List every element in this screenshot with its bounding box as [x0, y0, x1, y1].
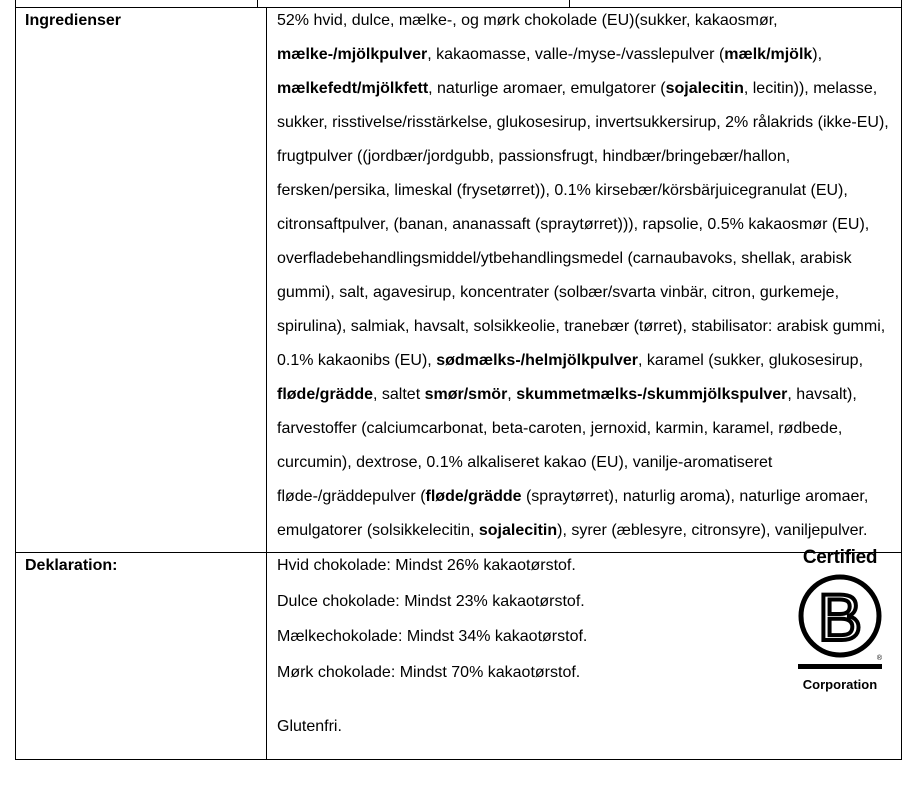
declaration-row: [16, 553, 902, 760]
ingredients-label: Ingredienser: [16, 8, 267, 553]
ingredients-row: [16, 8, 902, 553]
ingredient-text: ,: [507, 386, 517, 403]
allergen-text: sojalecitin: [665, 80, 744, 97]
logo-letter: B: [817, 580, 863, 654]
declaration-label: Deklaration:: [16, 553, 267, 760]
ingredient-text: , kakaomasse, valle-/myse-/vasslepulver (: [427, 46, 725, 63]
ingredient-text: ), syrer (æblesyre, citronsyre), vaniljepulver.: [557, 522, 868, 539]
ingredient-text: , karamel (sukker, glukosesirup,: [638, 352, 864, 369]
gluten-free-note: Glutenfri.: [277, 718, 342, 735]
product-info-table: [15, 7, 902, 760]
allergen-text: sødmælks-/helmjölkpulver: [436, 352, 639, 369]
allergen-text: sojalecitin: [478, 522, 558, 539]
declaration-line: Hvid chokolade: Mindst 26% kakaotørstof.: [277, 557, 576, 574]
allergen-text: mælk/mjölk: [724, 46, 813, 63]
ingredient-text: ),: [812, 46, 823, 63]
ingredients-text: [277, 4, 893, 548]
ingredient-text: , lecitin)), melasse, sukker, risstivelse/risstärkelse, glukosesirup, invertsukkersirup, 2% rålakrids (ikke-EU), frugtpulver ((jordbær/jordgubb, passionsfrugt, hindbær/bringebær/hallon, fersken/persika, limeskal (frysetørret)), 0.1% kirsebær/körsbärjuicegranulat (EU), citronsaftpulver, (banan, ananassaft (spraytørret))), rapsolie, 0.5% kakaosmør (EU), overfladebehandlingsmiddel/ytbehandlingsmedel (carnaubavoks, shellak, arabisk gummi), salt, agavesirup, koncentrater (solbær/svarta vinbär, citron, gurkemeje, spirulina), salmiak, havsalt, solsikkeolie, tranebær (tørret), stabilisator: arabisk gummi, 0.1% kakaonibs (EU),: [277, 80, 889, 369]
ingredient-text: , naturlige aromaer, emulgatorer (: [428, 80, 666, 97]
spec-sheet: [15, 0, 902, 787]
allergen-text: skummetmælks-/skummjölkspulver: [516, 386, 788, 403]
ingredient-text: , saltet: [373, 386, 425, 403]
b-corp-icon: [794, 572, 886, 676]
ingredient-text: , havsalt), farvestoffer (calciumcarbonat, beta-caroten, jernoxid, karmin, karamel, rødbede, curcumin), dextrose, 0.1% alkaliseret kakao (EU), vanilje-aromatiseret fløde-/gräddepulver (: [277, 386, 857, 505]
allergen-text: fløde/grädde: [277, 386, 374, 403]
allergen-text: fløde/grädde: [425, 488, 522, 505]
ingredient-text: (spraytørret), naturlig aroma), naturlige aromaer, emulgatorer (solsikkelecitin,: [277, 488, 869, 539]
declaration-line: Dulce chokolade: Mindst 23% kakaotørstof.: [277, 592, 585, 610]
allergen-text: smør/smör: [424, 386, 508, 403]
registered-mark: ®: [876, 655, 882, 662]
declaration-line: Mælkechokolade: Mindst 34% kakaotørstof.: [277, 628, 588, 646]
declaration-cell: [267, 547, 902, 760]
allergen-text: mælkefedt/mjölkfett: [277, 80, 429, 97]
cell-divider: [257, 0, 258, 7]
ingredient-text: 52% hvid, dulce, mælke-, og mørk chokolade (EU)(sukker, kakaosmør,: [277, 12, 778, 29]
declaration-line: Mørk chokolade: Mindst 70% kakaotørstof.: [277, 663, 581, 681]
b-corp-logo: [794, 547, 886, 695]
logo-corporation-text: Corporation: [802, 677, 878, 692]
allergen-text: mælke-/mjölkpulver: [277, 46, 428, 63]
ingredients-cell: [267, 8, 902, 553]
logo-certified-text: Certified: [802, 547, 878, 568]
